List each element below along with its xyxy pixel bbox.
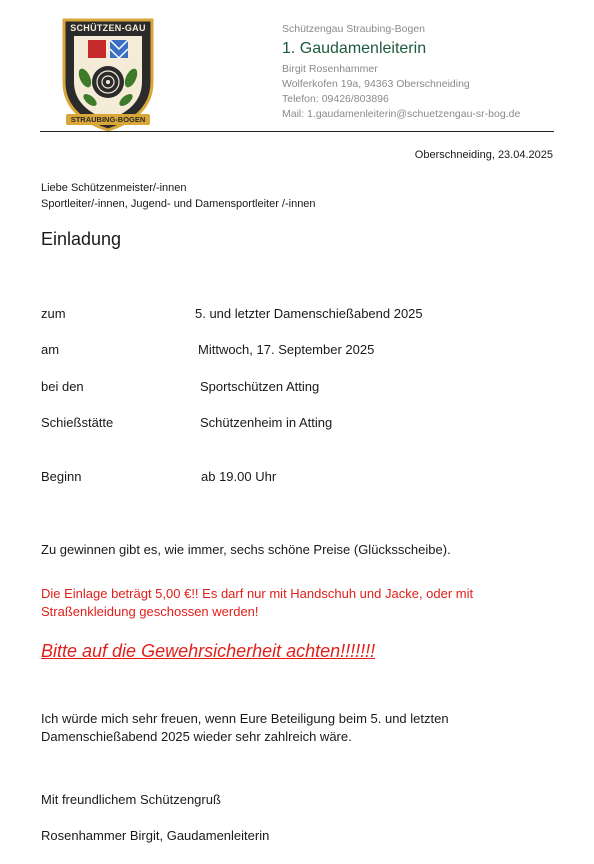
detail-value: Mittwoch, 17. September 2025 [198, 342, 375, 357]
salutation-line: Liebe Schützenmeister/-innen [41, 182, 187, 194]
sender-phone: Telefon: 09426/803896 [282, 93, 389, 105]
fee-notice [41, 585, 541, 621]
sender-title: 1. Gaudamenleiterin [282, 40, 427, 57]
logo-top-text: SCHÜTZEN-GAU [70, 23, 146, 33]
fee-line: Straßenkleidung geschossen werden! [41, 604, 259, 619]
sender-block [282, 22, 520, 122]
date-line: Oberschneiding, 23.04.2025 [414, 149, 553, 161]
closing-line: Ich würde mich sehr freuen, wenn Eure Beteiligung beim 5. und letzten [41, 711, 449, 726]
red-shield-icon [88, 40, 106, 58]
detail-value: Schützenheim in Atting [200, 415, 333, 430]
closing-paragraph [41, 710, 541, 746]
sender-address: Wolferkofen 19a, 94363 Oberschneiding [282, 78, 470, 90]
header-divider [40, 131, 554, 132]
detail-label: zum [41, 306, 66, 321]
safety-warning: Bitte auf die Gewehrsicherheit achten!!!!!!! [41, 641, 376, 661]
detail-value: Sportschützen Atting [200, 379, 320, 394]
signature: Rosenhammer Birgit, Gaudamenleiterin [41, 828, 270, 843]
closing-line: Damenschießabend 2025 wieder sehr zahlreich wäre. [41, 729, 352, 744]
detail-label: Beginn [41, 469, 82, 484]
detail-label: Schießstätte [41, 415, 114, 430]
sender-mail: Mail: 1.gaudamenleiterin@schuetzengau-sr-bog.de [282, 108, 521, 120]
fee-line: Die Einlage beträgt 5,00 €!! Es darf nur mit Handschuh und Jacke, oder mit [41, 586, 474, 601]
sender-org: Schützengau Straubing-Bogen [282, 23, 426, 35]
salutation-line: Sportleiter/-innen, Jugend- und Damensportleiter /-innen [41, 198, 316, 210]
detail-value: 5. und letzter Damenschießabend 2025 [195, 306, 423, 321]
detail-value: ab 19.00 Uhr [201, 469, 277, 484]
salutation [41, 180, 316, 212]
logo-bottom-text: STRAUBING-BOGEN [66, 114, 150, 125]
detail-label: am [41, 342, 60, 357]
sender-name: Birgit Rosenhammer [282, 63, 378, 75]
page-title: Einladung [41, 229, 122, 249]
greeting: Mit freundlichem Schützengruß [41, 792, 221, 807]
club-logo [60, 16, 156, 132]
prizes-text: Zu gewinnen gibt es, wie immer, sechs schöne Preise (Glücksscheibe). [41, 542, 451, 557]
detail-label: bei den [41, 379, 84, 394]
